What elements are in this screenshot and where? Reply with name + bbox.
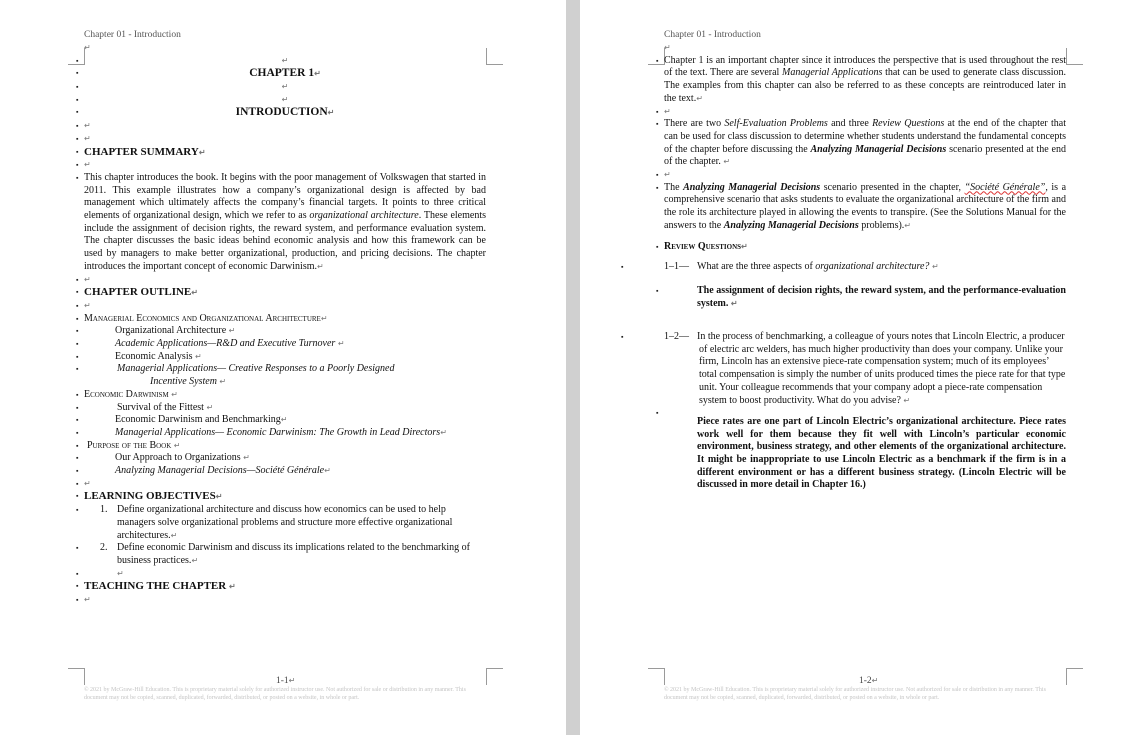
- intro-paragraph: ▪ Chapter 1 is an important chapter since it introduces the perspective that is used throughout the rest of the text. There are several Managerial Applications that can be used to generate class discussion. The examples from this chapter can also be referred to as these concepts are reintroduced later in the text.↵: [664, 55, 1066, 106]
- outline-item: ▪ Analyzing Managerial Decisions—Société Générale↵: [84, 465, 486, 478]
- empty-paragraph: ▪ ↵: [84, 94, 486, 107]
- document-page-1: [0, 0, 566, 735]
- empty-paragraph: ▪ ↵: [84, 55, 486, 68]
- evaluation-paragraph: ▪ There are two Self-Evaluation Problems and three Review Questions at the end of the chapter that can be used for class discussion to determine whether students understand the fundamental concepts of the chapter before discussing the Analyzing Managerial Decisions scenario presented at the end of the chapter. ↵: [664, 118, 1066, 169]
- crop-mark-top-right: [486, 48, 503, 65]
- objective-item: ▪ 2. Define economic Darwinism and discuss its implications related to the benchmarking of business practices.↵: [84, 542, 486, 567]
- footer-copyright: © 2021 by McGraw-Hill Education. This is proprietary material solely for authorized instructor use. Not authorized for sale or distribution in any manner. This document may not be copied, scanned, duplicated, forwarded, distributed, or posted on a website, in whole or part.: [84, 687, 466, 701]
- outline-item: ▪ Academic Applications—R&D and Executive Turnover ↵: [84, 338, 486, 351]
- crop-mark-bottom-right: [486, 668, 503, 685]
- crop-mark-top-right: [1066, 48, 1083, 65]
- answer-2: Piece rates are one part of Lincoln Electric’s organizational architecture. Piece rates work well for them because they fit well with Lincoln’s particular economic environment, business strategy, and other elements of the organizational architecture. It might be inappropriate to use Lincoln Electric as a benchmark if the firm is in a different environment or has a different business strategy. (Lincoln Electric will be discussed in more detail in Chapter 16.): [697, 415, 1066, 491]
- objective-number: ▪ 2.: [100, 542, 108, 554]
- page-header: Chapter 01 - Introduction: [84, 30, 181, 40]
- page-number: 1-1↵: [276, 676, 296, 686]
- footer-copyright: © 2021 by McGraw-Hill Education. This is proprietary material solely for authorized instructor use. Not authorized for sale or distribution in any manner. This document may not be copied, scanned, duplicated, forwarded, distributed, or posted on a website, in whole or part.: [664, 687, 1046, 701]
- summary-paragraph: ▪ This chapter introduces the book. It begins with the poor management of Volkswagen that started in 2011. This example illustrates how a company’s organizational design is affected by bad management which ultimately affects the company’s financial targets. It points to three critical elements of organizational design, which we refer to as organizational architecture. These elements include the assignment of decision rights, the reward system, and performance evaluation system. The chapter discusses the basic ideas behind economic analysis and how this framework can be used by managers to make better organizational, production, and pricing decisions. The chapter introduces the important concept of economic Darwinism.↵: [84, 172, 486, 274]
- page-gap: [566, 0, 580, 735]
- teaching-heading: ▪ TEACHING THE CHAPTER ↵: [84, 580, 486, 594]
- outline-item: ▪ Economic Analysis ↵: [84, 351, 486, 364]
- empty-paragraph: [664, 407, 1066, 420]
- crop-mark-bottom-right: [1066, 668, 1083, 685]
- empty-paragraph: ▪ ↵: [84, 594, 486, 607]
- empty-paragraph: ▪ ↵: [84, 300, 486, 313]
- outline-item: ▪ Our Approach to Organizations ↵: [84, 452, 486, 465]
- outline-heading: ▪ CHAPTER OUTLINE↵: [84, 286, 486, 300]
- chapter-title: ▪ INTRODUCTION↵: [84, 106, 486, 120]
- outline-item-continuation: Incentive System ↵: [150, 376, 227, 388]
- empty-paragraph: ▪ ↵: [84, 120, 486, 133]
- empty-paragraph: ▪ ↵: [664, 169, 1066, 182]
- empty-paragraph: ▪ ↵: [84, 274, 486, 287]
- page-header: Chapter 01 - Introduction: [664, 30, 761, 40]
- paragraph-mark: ↵: [84, 43, 91, 52]
- paragraph-mark: ↵: [664, 43, 671, 52]
- review-question-1: ▪ 1–1— What are the three aspects of organizational architecture? ↵: [664, 261, 1066, 274]
- empty-paragraph: ▪ ↵: [84, 133, 486, 146]
- outline-item: ▪ Managerial Applications— Creative Responses to a Poorly Designed: [84, 363, 486, 376]
- page-body: [84, 42, 486, 607]
- empty-paragraph: ▪ ↵: [84, 568, 486, 581]
- empty-paragraph: ▪ ↵: [84, 81, 486, 94]
- empty-paragraph: ▪ ↵: [664, 106, 1066, 119]
- document-page-2: [580, 0, 1146, 735]
- summary-heading: ▪ CHAPTER SUMMARY↵: [84, 146, 486, 160]
- scenario-paragraph: ▪ The Analyzing Managerial Decisions scenario presented in the chapter, “Société Générale”, is a comprehensive scenario that asks students to evaluate the organizational architecture of the firm and the role its architecture played in allowing the events to transpire. (See the Solutions Manual for the answers to the Analyzing Managerial Decisions problems).↵: [664, 182, 1066, 233]
- chapter-number: ▪ CHAPTER 1↵: [84, 67, 486, 81]
- empty-paragraph: ▪ ↵: [84, 478, 486, 491]
- question-number: 1–1—: [664, 261, 689, 273]
- outline-item: ▪ Survival of the Fittest ↵: [84, 402, 486, 415]
- review-question-2: ▪ 1–2— In the process of benchmarking, a colleague of yours notes that Lincoln Electric, a producer of electric arc welders, has much higher productivity than does your company. Unlike your firm, Lincoln has an extensive piece-rate compensation system; much of its employees’ total compensation is simply the number of units produced times the piece rate for that type unit. Your colleague recommends that your company adopt a piece-rate compensation system to boost productivity. What do you advise? ↵: [664, 331, 1066, 407]
- review-heading: ▪ Review Questions↵: [664, 241, 1066, 254]
- question-number: 1–2—: [664, 331, 689, 342]
- outline-section: ▪ Purpose of the Book ↵: [84, 440, 486, 453]
- outline-item: ▪ Managerial Applications— Economic Darwinism: The Growth in Lead Directors↵: [84, 427, 486, 440]
- outline-item: ▪ Economic Darwinism and Benchmarking↵: [84, 414, 486, 427]
- answer-1: ▪ The assignment of decision rights, the reward system, and the performance-evaluation system. ↵: [664, 285, 1066, 310]
- page-body: [664, 42, 1066, 492]
- objective-number: ▪ 1.: [100, 504, 108, 516]
- outline-item: ▪ Organizational Architecture ↵: [84, 325, 486, 338]
- outline-section: ▪ Economic Darwinism ↵: [84, 389, 486, 402]
- crop-mark-bottom-left: [68, 668, 85, 685]
- page-number: 1-2↵: [859, 676, 879, 686]
- objectives-heading: ▪ LEARNING OBJECTIVES↵: [84, 490, 486, 504]
- outline-section: ▪ Managerial Economics and Organizational Architecture↵: [84, 313, 486, 326]
- empty-paragraph: ▪ ↵: [84, 159, 486, 172]
- objective-item: ▪ 1. Define organizational architecture and discuss how economics can be used to help managers solve organizational problems and structure more effective organizational architectures.↵: [84, 504, 486, 542]
- crop-mark-bottom-left: [648, 668, 665, 685]
